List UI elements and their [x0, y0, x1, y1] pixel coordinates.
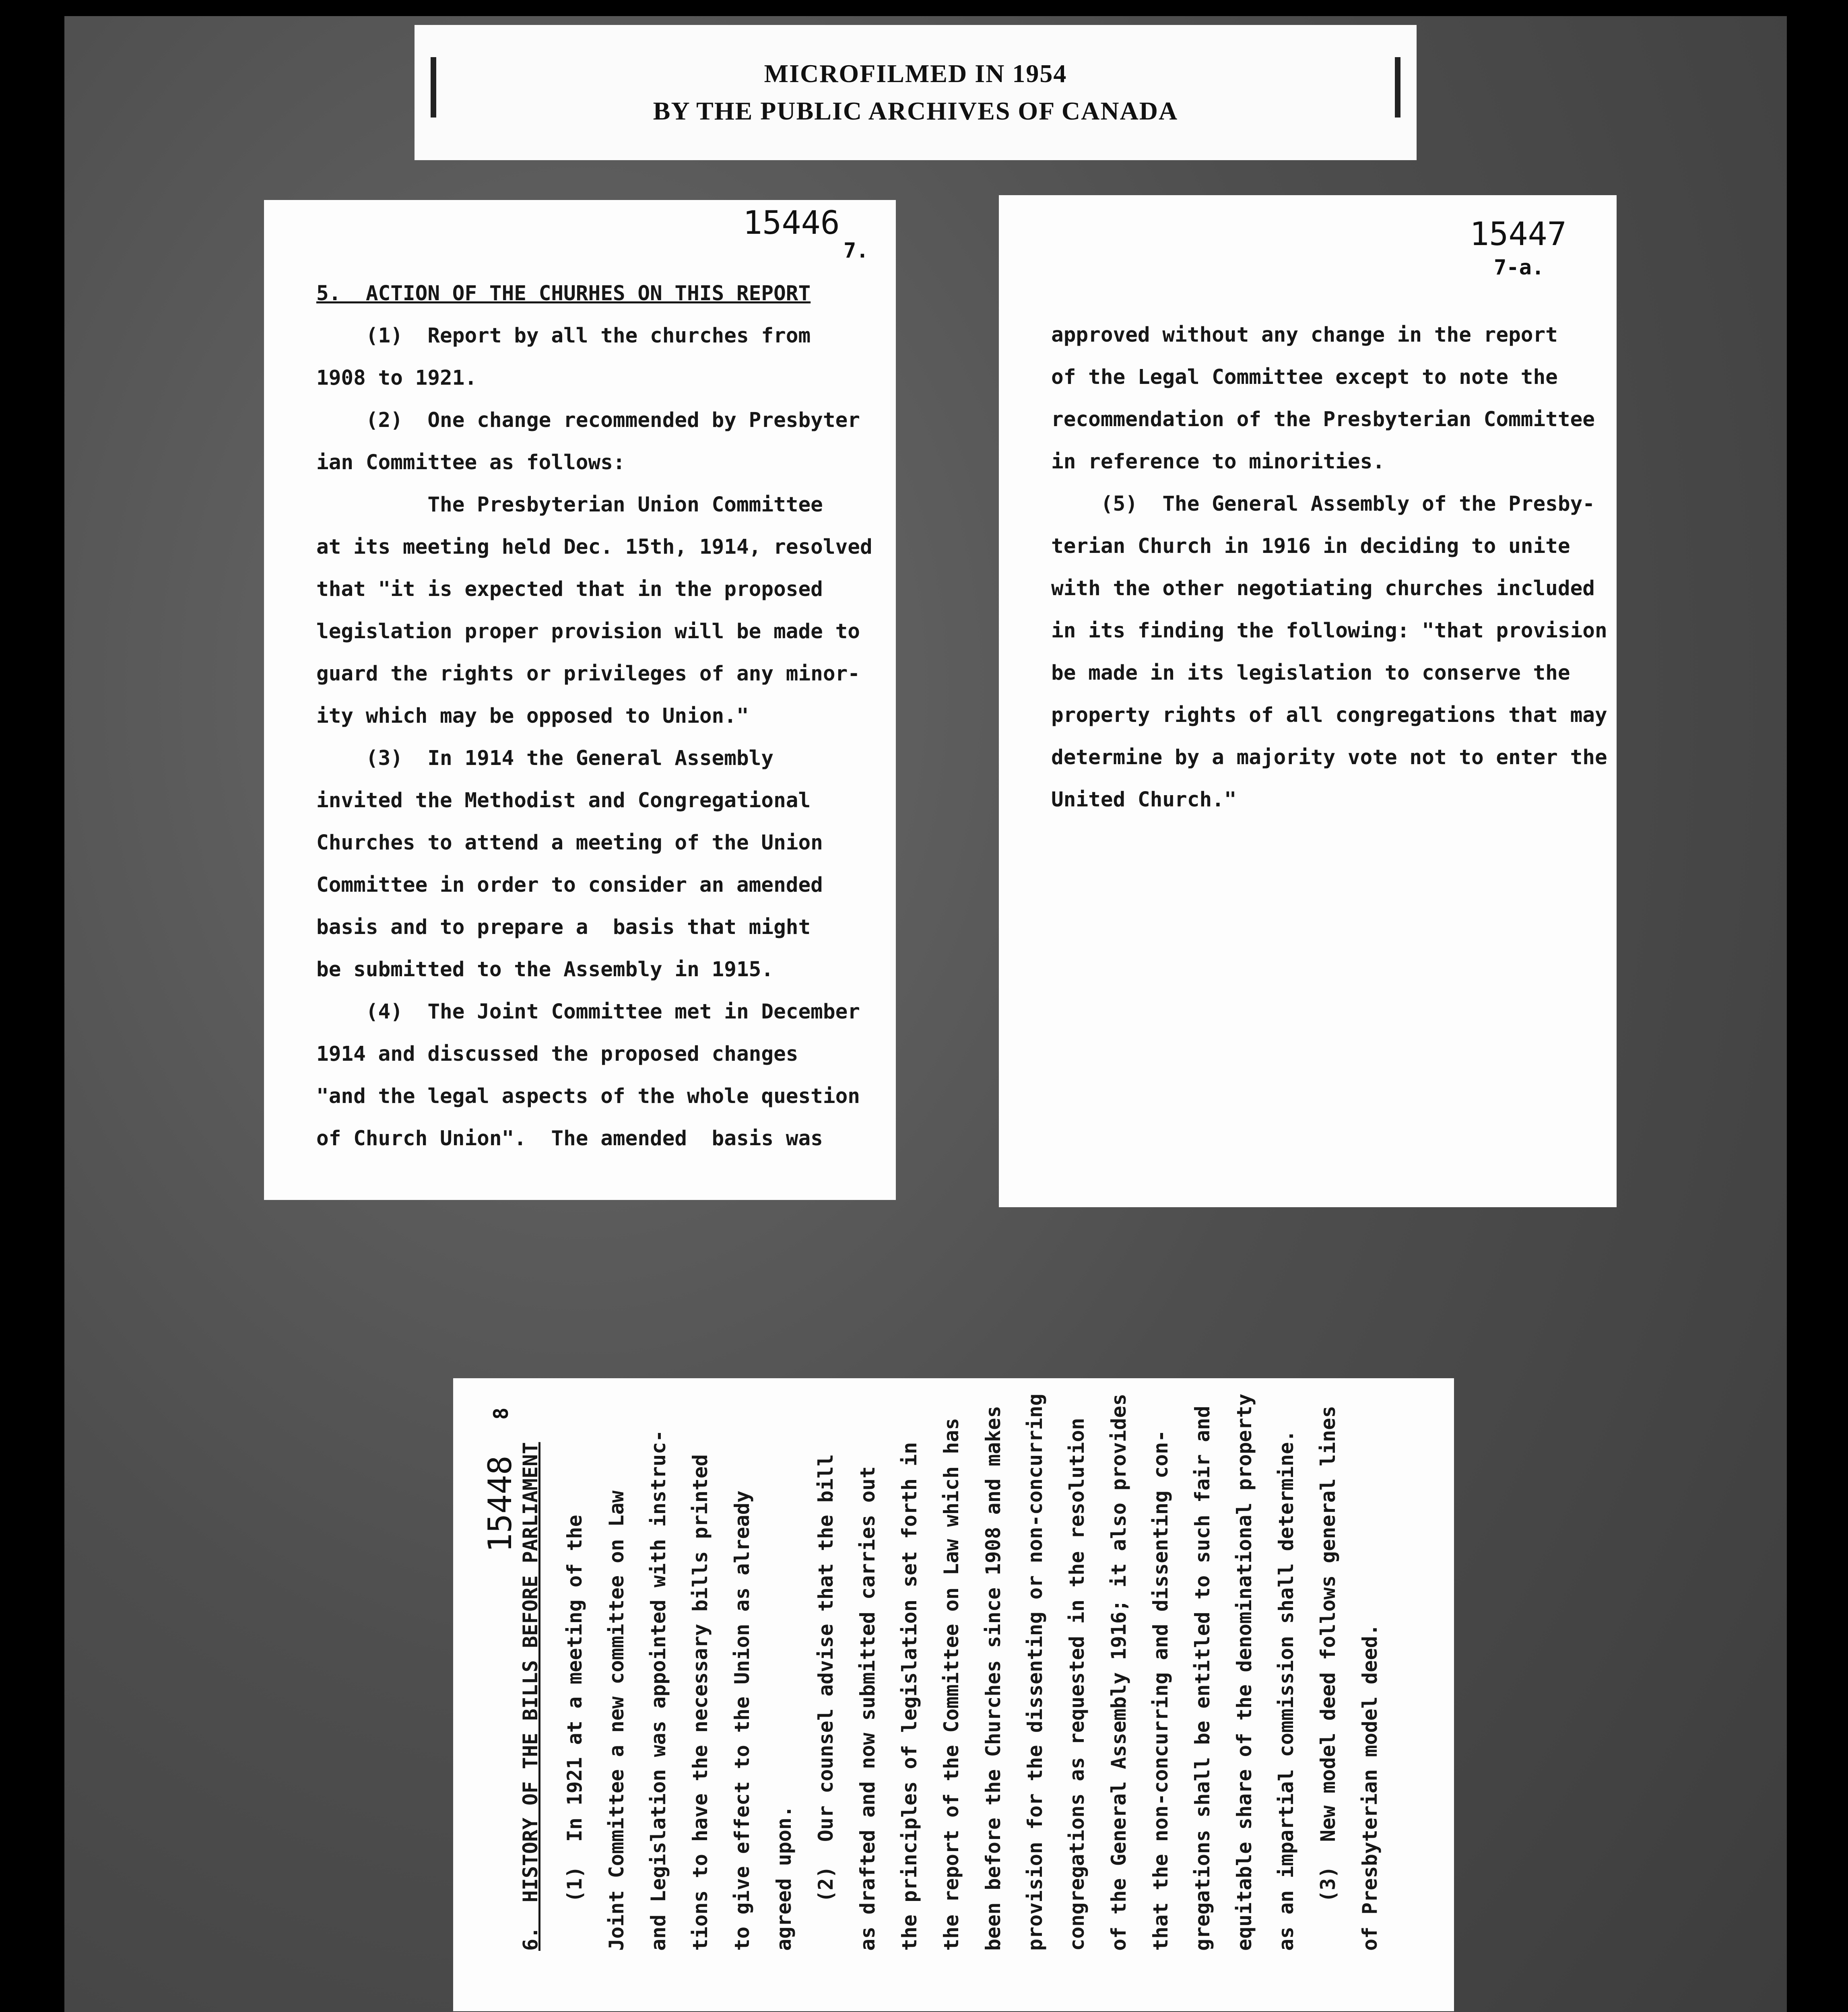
page-number: 7. — [844, 239, 869, 263]
header-line-1: MICROFILMED IN 1954 — [764, 59, 1067, 88]
page-body: (1) Report by all the churches from 1908 to 1921. (2) One change recommended by Presbyter ian Committee as follows: The Presbyterian Union Committee at its meeting held Dec. 15th, 1914, resolved that "it is expected that in the proposed legislation proper provision will be made to guard the rights or privileges of any minor- ity which may be opposed to Union." (3) In 1914 the General Assembly invited the Methodist and Congregational Churches to attend a meeting of the Union Committee in order to consider an amended basis and to prepare a basis that might be submitted to the Assembly in 1915. (4) The Joint Committee met in December 1914 and discussed the proposed changes "and the legal aspects of the whole question of Church Union". The amended basis was — [316, 324, 872, 1150]
section-heading-text: 6. HISTORY OF THE BILLS BEFORE PARLIAMENT — [519, 1442, 542, 1951]
archive-stamp-number: 15448 — [481, 1455, 519, 1552]
document-page-15448 — [453, 1378, 1454, 2011]
section-heading — [316, 272, 811, 315]
header-mark-left — [431, 57, 436, 118]
rotated-page-content — [453, 1378, 1454, 2011]
microfilm-header — [415, 25, 1417, 160]
page-body: approved without any change in the report of the Legal Committee except to note the recommendation of the Presbyterian Committee in reference to minorities. (5) The General Assembly of the Presby- terian Church in 1916 in deciding to unite with the other negotiating churches included in its finding the following: "that provision be made in its legislation to conserve the property rights of all congregations that may determine by a majority vote not to enter the United Church." — [1051, 323, 1607, 812]
header-line-2: BY THE PUBLIC ARCHIVES OF CANADA — [653, 97, 1178, 125]
page-number: 7-a. — [1494, 256, 1545, 280]
document-page-15447 — [999, 195, 1617, 1207]
section-heading — [509, 1442, 551, 1951]
page-body: (1) In 1921 at a meeting of the Joint Committee a new committee on Law and Legislation was appointed with instruc- tions to have the necessary bills printed to give effect to the Union as already agreed upon. (2) Our counsel advise that the bill as drafted and now submitted carries out the principles of legislation set forth in the report of the Committee on Law which has been before the Churches since 1908 and makes provision for the dissenting or non-concurring congregations as requested in the resolution of the General Assembly 1916; it also provides that the non-concurring and dissenting con- gregations shall be entitled to such fair and equitable share of the denominational property as an impartial commission shall determine. (3) New model deed follows general lines of Presbyterian model deed. — [563, 1394, 1382, 1951]
header-mark-right — [1395, 57, 1400, 118]
archive-stamp-number: 15446 — [743, 204, 840, 241]
document-page-15446 — [264, 200, 896, 1200]
archive-stamp-number: 15447 — [1470, 215, 1567, 253]
section-heading-text: 5. ACTION OF THE CHURHES ON THIS REPORT — [316, 282, 811, 305]
page-number: 8 — [489, 1407, 513, 1420]
